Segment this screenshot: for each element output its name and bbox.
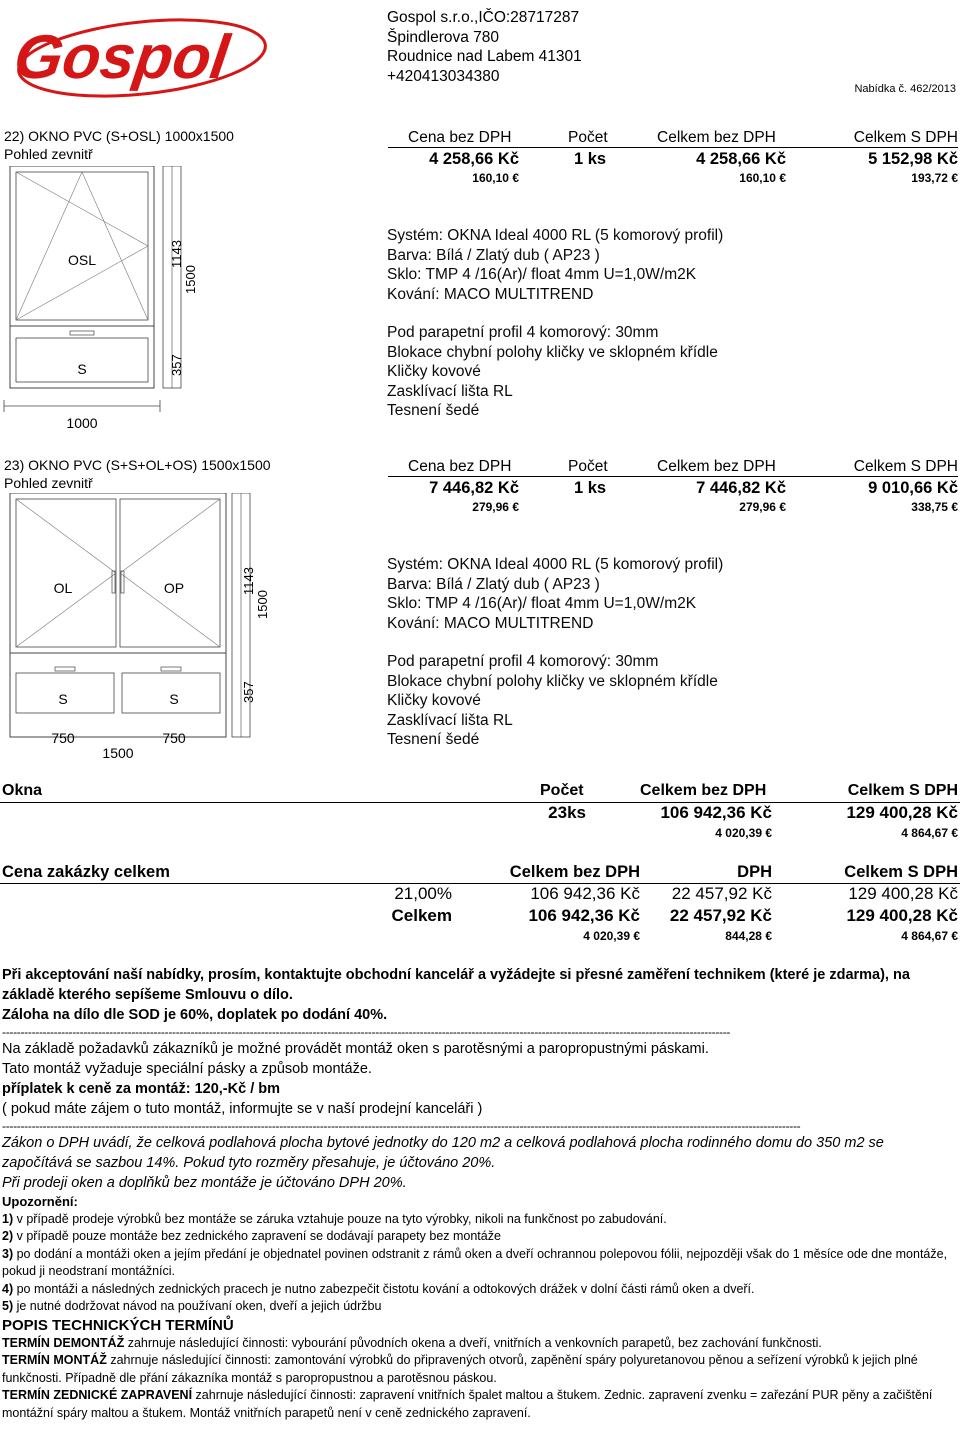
price: 4 258,66 Kč: [429, 150, 519, 168]
price-eur: 160,10 €: [472, 171, 519, 185]
spec-glass: Sklo: TMP 4 /16(Ar)/ float 4mm U=1,0W/m2K: [387, 595, 697, 612]
okna-count: 23ks: [548, 803, 586, 822]
warning-1-num: 1): [2, 1211, 14, 1226]
sash-label-s: S: [77, 361, 87, 377]
spec-color: Barva: Bílá / Zlatý dub ( AP23 ): [387, 575, 600, 593]
col-price: Cena bez DPH: [408, 129, 512, 146]
company-address: [387, 8, 582, 86]
order-total-header: [0, 863, 960, 884]
term-1-text: zahrnuje následující činnosti: vybourání původních okena a dveří, vnitřních a venkovních parapetů, bez zachování funkčnosti.: [124, 1335, 822, 1350]
dim-1143: 1143: [169, 240, 184, 268]
okna-label: Okna: [2, 782, 43, 799]
col-count: Počet: [540, 782, 584, 799]
total-vat-eur: 193,72 €: [911, 171, 958, 185]
term-demontaz: [2, 1335, 952, 1353]
price: 7 446,82 Kč: [429, 479, 519, 497]
dim-750-right: 750: [162, 730, 186, 746]
warning-4-num: 4): [2, 1281, 14, 1296]
dim-1500: 1500: [255, 590, 270, 619]
spec-extra-3: Kličky kovové: [387, 692, 481, 709]
item-23-title: 23) OKNO PVC (S+S+OL+OS) 1500x1500: [4, 457, 271, 473]
spec-hardware: Kování: MACO MULTITREND: [387, 614, 594, 632]
okna-total: 106 942,36 Kč: [660, 803, 772, 822]
term-2-text: zahrnuje následující činnosti: zamontování výrobků do připravených otvorů, zapěnění spáry polyuretanovou pěnou a seřízení výrobků k jejich plné funkčnosti. Případně dle přání zákazníka montáž s paropropustnou a parotěsnou páskou.: [2, 1353, 918, 1385]
col-total-vat: Celkem S DPH: [853, 458, 958, 475]
col-vat: DPH: [737, 863, 772, 881]
company-name: Gospol s.r.o.,IČO:28717287: [387, 9, 580, 26]
rate-total: 106 942,36 Kč: [530, 884, 640, 903]
warning-4-text: po montáži a následných zednických pracech je nutno zabezpečit čistotu kování a odtokových drážek v dolní části rámů oken a dveří.: [13, 1281, 755, 1296]
col-total: Celkem bez DPH: [509, 863, 640, 881]
col-total-vat: Celkem S DPH: [853, 129, 958, 146]
rate-vat: 22 457,92 Kč: [671, 884, 772, 903]
col-total-vat: Celkem S DPH: [844, 863, 958, 881]
order-sum-row: [0, 906, 960, 928]
offer-number: Nabídka č. 462/2013: [854, 83, 956, 95]
item-22-view: Pohled zevnitř: [4, 146, 93, 162]
warning-3-num: 3): [2, 1246, 14, 1261]
warning-5: [2, 1298, 952, 1316]
col-total: Celkem bez DPH: [640, 782, 767, 799]
spec-extra-5: Tesnení šedé: [387, 402, 480, 419]
sum-label: Celkem: [391, 906, 452, 925]
item-22-title: 22) OKNO PVC (S+OSL) 1000x1500: [4, 128, 234, 144]
separator-2: ------------------------------------------------------------------------------------------------------------------------------------------------------------------------------------------------------------------------: [2, 1119, 801, 1133]
dim-750-left: 750: [51, 730, 75, 746]
eur-vat: 844,28 €: [725, 929, 772, 943]
spec-extra-1: Pod parapetní profil 4 komorový: 30mm: [387, 324, 659, 341]
term-zapraveni: [2, 1387, 952, 1422]
offer-notes: [2, 965, 952, 1422]
sash-label-s-left: S: [58, 691, 68, 707]
eur-total: 4 020,39 €: [583, 929, 640, 943]
note-deposit: Záloha na dílo dle SOD je 60%, doplatek po dodání 40%.: [2, 1007, 388, 1023]
item-23-eur-row: [388, 500, 958, 514]
warning-3-text: po dodání a montáži oken a jejím předání je objednatel povinen odstranit z rámů oken a dveří ochrannou polepovou fólii, nejpozději však do 1 měsíce ode dne montáže, pokud ji neodstraní montážníci.: [2, 1246, 948, 1278]
note-dph-1: Zákon o DPH uvádí, že celková podlahová plocha bytové jednotky do 120 m2 a celková podlahová plocha rodinného domu do 350 m2 se započítává se sazbou 14%. Pokud tyto rozměry přesahuje, je účtováno 20%.: [2, 1135, 884, 1171]
sash-label-s-right: S: [169, 691, 179, 707]
rate-total-vat: 129 400,28 Kč: [848, 884, 958, 903]
warning-2-num: 2): [2, 1229, 14, 1243]
warning-4: [2, 1281, 952, 1299]
sash-label-op: OP: [163, 580, 185, 596]
spec-extra-2: Blokace chybní polohy kličky ve sklopném křídle: [387, 343, 718, 361]
gospol-logo: [14, 6, 274, 98]
item-22-price-header: [388, 129, 958, 148]
total-vat: 9 010,66 Kč: [868, 479, 958, 497]
spec-extra-2: Blokace chybní polohy kličky ve sklopném křídle: [387, 672, 718, 690]
warning-1-text: v případě prodeje výrobků bez montáže se záruka vztahuje pouze na tyto výrobky, nikoli na funkčnost po zabudování.: [13, 1211, 667, 1226]
spec-extra-4: Zasklívací lišta RL: [387, 711, 513, 729]
spec-system: Systém: OKNA Ideal 4000 RL (5 komorový profil): [387, 227, 724, 244]
item-22-eur-row: [388, 171, 958, 185]
company-street: Špindlerova 780: [387, 28, 500, 46]
okna-summary-header: [0, 782, 960, 803]
item-22-price-row: [388, 150, 958, 170]
terms-heading: POPIS TECHNICKÝCH TERMÍNŮ: [2, 1316, 234, 1334]
warning-5-num: 5): [2, 1299, 14, 1313]
okna-total-vat: 129 400,28 Kč: [846, 803, 958, 822]
company-phone: +420413034380: [387, 67, 500, 85]
term-2-key: TERMÍN MONTÁŽ: [2, 1353, 107, 1367]
warning-3: [2, 1246, 952, 1281]
note-dph-2: Při prodeji oken a doplňků bez montáže je účtováno DPH 20%.: [2, 1175, 407, 1191]
col-total: Celkem bez DPH: [657, 129, 776, 146]
rate-label: 21,00%: [394, 884, 452, 903]
col-count: Počet: [568, 129, 608, 146]
item-23-view: Pohled zevnitř: [4, 475, 93, 491]
eur-total-vat: 4 864,67 €: [901, 929, 958, 943]
spec-extra-3: Kličky kovové: [387, 363, 481, 380]
warning-2: [2, 1228, 952, 1246]
okna-summary-eur: [0, 826, 960, 848]
count: 1 ks: [574, 479, 607, 497]
sash-label-osl: OSL: [67, 252, 97, 268]
item-23-drawing: [0, 493, 280, 770]
item-23-spec: [387, 555, 723, 750]
item-23-price-header: [388, 458, 958, 477]
company-city: Roudnice nad Labem 41301: [387, 48, 582, 65]
sash-label-ol: OL: [53, 580, 73, 596]
dim-1500-width: 1500: [102, 745, 134, 761]
dim-357: 357: [169, 354, 184, 376]
total-eur: 160,10 €: [739, 171, 786, 185]
note-install-4: ( pokud máte zájem o tuto montáž, informujte se v naší prodejní kanceláři ): [2, 1101, 483, 1117]
sum-total-vat: 129 400,28 Kč: [846, 906, 958, 925]
spec-color: Barva: Bílá / Zlatý dub ( AP23 ): [387, 246, 600, 264]
term-3-key: TERMÍN ZEDNICKÉ ZAPRAVENÍ: [2, 1388, 193, 1402]
sum-vat: 22 457,92 Kč: [669, 906, 772, 925]
col-price: Cena bez DPH: [408, 458, 512, 475]
order-rate-row: [0, 884, 960, 906]
count: 1 ks: [574, 150, 607, 168]
total: 7 446,82 Kč: [696, 479, 786, 497]
dim-1143: 1143: [241, 567, 256, 595]
spec-hardware: Kování: MACO MULTITREND: [387, 285, 594, 303]
item-22-spec: [387, 226, 723, 421]
item-23-price-row: [388, 479, 958, 499]
dim-1500: 1500: [183, 265, 198, 294]
separator: -----------------------------------------------------------------------------------------------------------------------------------------------------------------------------------------------------: [2, 1025, 731, 1039]
col-total: Celkem bez DPH: [657, 458, 776, 475]
warning-5-text: je nutné dodržovat návod na používaní oken, dveří a jejich údržbu: [13, 1299, 382, 1313]
term-1-key: TERMÍN DEMONTÁŽ: [2, 1335, 125, 1350]
note-install-2: Tato montáž vyžaduje speciální pásky a způsob montáže.: [2, 1061, 372, 1077]
note-install-surcharge: příplatek k ceně za montáž: 120,-Kč / bm: [2, 1081, 281, 1097]
okna-total-eur: 4 020,39 €: [715, 826, 772, 840]
spec-glass: Sklo: TMP 4 /16(Ar)/ float 4mm U=1,0W/m2K: [387, 266, 697, 283]
spec-extra-1: Pod parapetní profil 4 komorový: 30mm: [387, 653, 659, 670]
spec-extra-5: Tesnení šedé: [387, 731, 480, 748]
dim-357: 357: [241, 681, 256, 703]
warning-1: [2, 1211, 952, 1229]
okna-total-vat-eur: 4 864,67 €: [901, 826, 958, 840]
okna-summary-row: [0, 803, 960, 825]
price-eur: 279,96 €: [472, 500, 519, 514]
sum-total: 106 942,36 Kč: [528, 906, 640, 925]
warning-head: Upozornění:: [2, 1194, 78, 1209]
total-eur: 279,96 €: [739, 500, 786, 514]
warning-2-text: v případě pouze montáže bez zednického zapravení se dodávají parapety bez montáže: [13, 1229, 501, 1243]
spec-system: Systém: OKNA Ideal 4000 RL (5 komorový profil): [387, 556, 724, 573]
dim-1000: 1000: [66, 415, 98, 431]
col-count: Počet: [568, 458, 608, 475]
spec-extra-4: Zasklívací lišta RL: [387, 382, 513, 400]
note-accept: Při akceptování naší nabídky, prosím, kontaktujte obchodní kancelář a vyžádejte si přesné zaměření technikem (které je zdarma), na základě kterého sepíšeme Smlouvu o dílo.: [2, 967, 910, 1003]
total: 4 258,66 Kč: [696, 150, 786, 168]
order-total-label: Cena zakázky celkem: [2, 863, 170, 881]
term-3-text: zahrnuje následující činnosti: zapravení vnitřních špalet maltou a štukem. Zednic. zapravení zvenku = zařezání PUR pěny a začištění montážní spáry maltou a štukem. Montáž vnitřních parapetů není v ceně zednického zapravení.: [2, 1388, 933, 1420]
col-total-vat: Celkem S DPH: [847, 782, 958, 799]
order-eur-row: [0, 929, 960, 951]
item-22-drawing: [0, 166, 215, 443]
logo-text: Gospol: [14, 23, 234, 92]
note-install-1: Na základě požadavků zákazníků je možné provádět montáž oken s parotěsnými a paropropustnými páskami.: [2, 1041, 709, 1057]
total-vat: 5 152,98 Kč: [868, 150, 958, 168]
total-vat-eur: 338,75 €: [911, 500, 958, 514]
term-montaz: [2, 1352, 952, 1387]
